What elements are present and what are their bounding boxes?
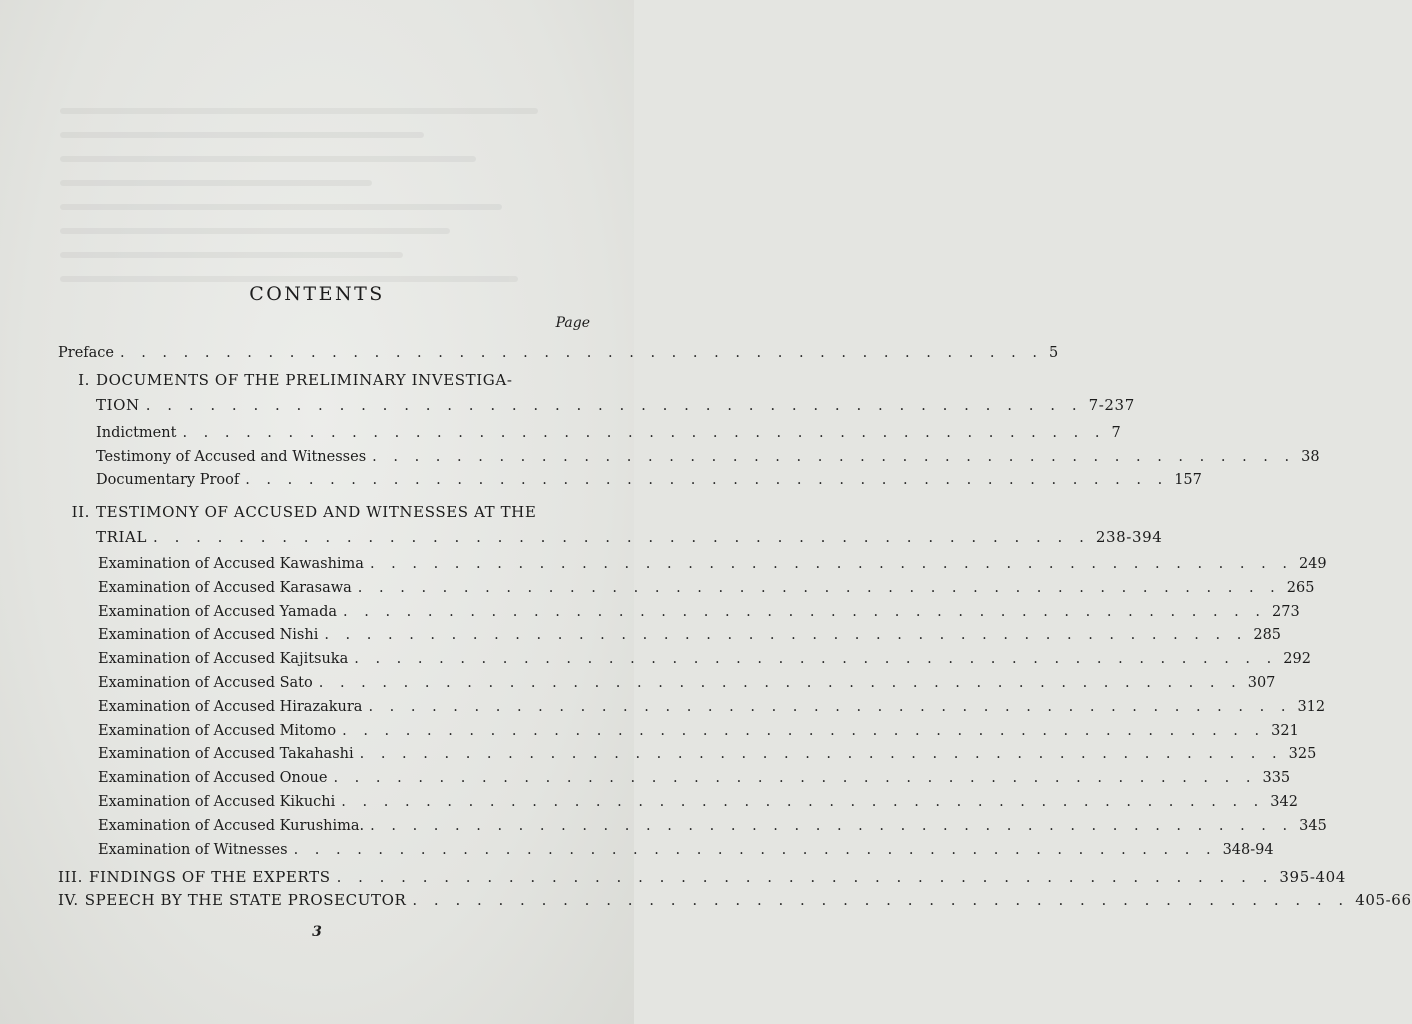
toc-entry-label: SPEECH BY THE STATE PROSECUTOR [84, 891, 407, 909]
toc-entry[interactable] [98, 792, 1298, 812]
toc-entry[interactable] [98, 554, 1327, 574]
dot-leader: . . . . . . . . . . . . . . . . . . . . . . . . . . . . . . . . . . . . . . . . . . . . [119, 345, 1043, 361]
toc-entry-label: TRIAL [96, 528, 148, 546]
section-number: I. [78, 371, 90, 389]
toc-entry-page: 5 [1048, 345, 1059, 361]
toc-section-3[interactable] [58, 867, 1346, 887]
toc-entry-page: 395-404 [1279, 868, 1346, 886]
dot-leader: . . . . . . . . . . . . . . . . . . . . . . . . . . . . . . . . . . . . . . . . . . . . [412, 891, 1350, 909]
toc-entry-label: Testimony of Accused and Witnesses [96, 449, 367, 465]
toc-entry-documentary-proof[interactable] [96, 470, 1202, 490]
page-number: 3 [312, 924, 322, 940]
toc-entry-label: FINDINGS OF THE EXPERTS [88, 868, 331, 886]
toc-entry-label: Examination of Accused Hirazakura [98, 699, 363, 715]
toc-entry-page: 292 [1283, 651, 1311, 667]
dot-leader: . . . . . . . . . . . . . . . . . . . . . . . . . . . . . . . . . . . . . . . . . . . . [341, 794, 1265, 810]
toc-entry[interactable] [98, 840, 1274, 860]
toc-entry-page: 307 [1247, 675, 1276, 691]
dot-leader: . . . . . . . . . . . . . . . . . . . . . . . . . . . . . . . . . . . . . . . . . . . . [324, 627, 1248, 643]
toc-entry[interactable] [98, 578, 1315, 598]
section-number: IV. [58, 891, 79, 909]
toc-entry-label: TION [96, 396, 140, 414]
toc-entry-label: DOCUMENTS OF THE PRELIMINARY INVESTIGA- [96, 371, 513, 389]
toc-entry-page: 345 [1299, 818, 1327, 834]
contents-heading: CONTENTS [249, 283, 385, 305]
toc-entry[interactable] [98, 816, 1327, 836]
toc-entry-label: Examination of Accused Takahashi [98, 746, 354, 762]
toc-entry[interactable] [98, 721, 1299, 741]
toc-entry-label: Examination of Witnesses [98, 842, 288, 858]
dot-leader: . . . . . . . . . . . . . . . . . . . . . . . . . . . . . . . . . . . . . . . . . . . . [153, 528, 1090, 546]
toc-section-2[interactable] [58, 502, 590, 522]
toc-entry-page: 7 [1111, 425, 1121, 441]
toc-entry-testimony[interactable] [96, 447, 1320, 467]
toc-entry-page: 321 [1271, 723, 1299, 739]
dot-leader: . . . . . . . . . . . . . . . . . . . . . . . . . . . . . . . . . . . . . . . . . . . . [293, 842, 1217, 858]
toc-entry-page: 405-66 [1355, 891, 1412, 909]
toc-entry-label: Examination of Accused Yamada [98, 604, 338, 620]
dot-leader: . . . . . . . . . . . . . . . . . . . . . . . . . . . . . . . . . . . . . . . . . . . . [359, 746, 1283, 762]
toc-entry-label: Examination of Accused Kajitsuka [98, 651, 349, 667]
dot-leader: . . . . . . . . . . . . . . . . . . . . . . . . . . . . . . . . . . . . . . . . . . . . [370, 818, 1294, 834]
toc-entry-page: 312 [1297, 699, 1326, 715]
toc-entry-label: Examination of Accused Karasawa [98, 580, 352, 596]
dot-leader: . . . . . . . . . . . . . . . . . . . . . . . . . . . . . . . . . . . . . . . . . . . . [333, 770, 1257, 786]
toc-entry[interactable] [98, 673, 1276, 693]
toc-entry-preface[interactable] [58, 343, 1059, 363]
toc-entry-page: 348-94 [1222, 842, 1274, 858]
dot-leader: . . . . . . . . . . . . . . . . . . . . . . . . . . . . . . . . . . . . . . . . . . . . [368, 699, 1292, 715]
toc-entry-page: 238-394 [1095, 528, 1163, 546]
toc-section-2-cont[interactable] [96, 527, 1163, 547]
toc-entry[interactable] [98, 625, 1282, 645]
dot-leader: . . . . . . . . . . . . . . . . . . . . . . . . . . . . . . . . . . . . . . . . . . . . [245, 472, 1169, 488]
toc-section-1-cont[interactable] [96, 395, 1135, 415]
dot-leader: . . . . . . . . . . . . . . . . . . . . . . . . . . . . . . . . . . . . . . . . . . . . [369, 556, 1293, 572]
toc-entry-page: 265 [1286, 580, 1315, 596]
toc-entry-label: Examination of Accused Kikuchi [98, 794, 336, 810]
toc-entry-page: 335 [1262, 770, 1291, 786]
dot-leader: . . . . . . . . . . . . . . . . . . . . . . . . . . . . . . . . . . . . . . . . . . . . [372, 449, 1296, 465]
toc-entry[interactable] [98, 649, 1311, 669]
dot-leader: . . . . . . . . . . . . . . . . . . . . . . . . . . . . . . . . . . . . . . . . . . . . [342, 723, 1266, 739]
toc-entry-label: Indictment [96, 425, 177, 441]
toc-entry-label: TESTIMONY OF ACCUSED AND WITNESSES AT THE [96, 503, 537, 521]
toc-entry-page: 325 [1288, 746, 1317, 762]
dot-leader: . . . . . . . . . . . . . . . . . . . . . . . . . . . . . . . . . . . . . . . . . . . . [318, 675, 1242, 691]
section-number: II. [71, 503, 90, 521]
toc-entry-page: 285 [1253, 627, 1282, 643]
dot-leader: . . . . . . . . . . . . . . . . . . . . . . . . . . . . . . . . . . . . . . . . . . . . [357, 580, 1281, 596]
toc-entry-label: Examination of Accused Kawashima [98, 556, 364, 572]
toc-entry-label: Documentary Proof [96, 472, 240, 488]
toc-entry-label: Examination of Accused Onoue [98, 770, 328, 786]
toc-entry[interactable] [98, 768, 1291, 788]
toc-entry-label: Preface [58, 345, 114, 361]
toc-section-1[interactable] [58, 370, 590, 390]
toc-entry-indictment[interactable] [96, 423, 1121, 443]
toc-entry-page: 249 [1298, 556, 1327, 572]
toc-entry-page: 7-237 [1088, 396, 1135, 414]
toc-entry-label: Examination of Accused Mitomo [98, 723, 337, 739]
toc-entry-page: 38 [1301, 449, 1320, 465]
toc-entry-label: Examination of Accused Sato [98, 675, 313, 691]
dot-leader: . . . . . . . . . . . . . . . . . . . . . . . . . . . . . . . . . . . . . . . . . . . . [145, 396, 1083, 414]
dot-leader: . . . . . . . . . . . . . . . . . . . . . . . . . . . . . . . . . . . . . . . . . . . . [343, 604, 1267, 620]
dot-leader: . . . . . . . . . . . . . . . . . . . . . . . . . . . . . . . . . . . . . . . . . . . . [354, 651, 1278, 667]
dot-leader: . . . . . . . . . . . . . . . . . . . . . . . . . . . . . . . . . . . . . . . . . . . . [336, 868, 1274, 886]
toc-entry[interactable] [98, 744, 1317, 764]
section-number: III. [58, 868, 83, 886]
toc-entry-label: Examination of Accused Kurushima. [98, 818, 365, 834]
toc-entry-page: 273 [1272, 604, 1300, 620]
toc-entry-page: 157 [1174, 472, 1202, 488]
toc-entry-label: Examination of Accused Nishi [98, 627, 319, 643]
toc-entry[interactable] [98, 602, 1300, 622]
page-column-label: Page [555, 315, 590, 331]
toc-entry-page: 342 [1270, 794, 1298, 810]
dot-leader: . . . . . . . . . . . . . . . . . . . . . . . . . . . . . . . . . . . . . . . . . . . . [182, 425, 1106, 441]
toc-entry[interactable] [98, 697, 1326, 717]
toc-section-4[interactable] [58, 890, 1412, 910]
